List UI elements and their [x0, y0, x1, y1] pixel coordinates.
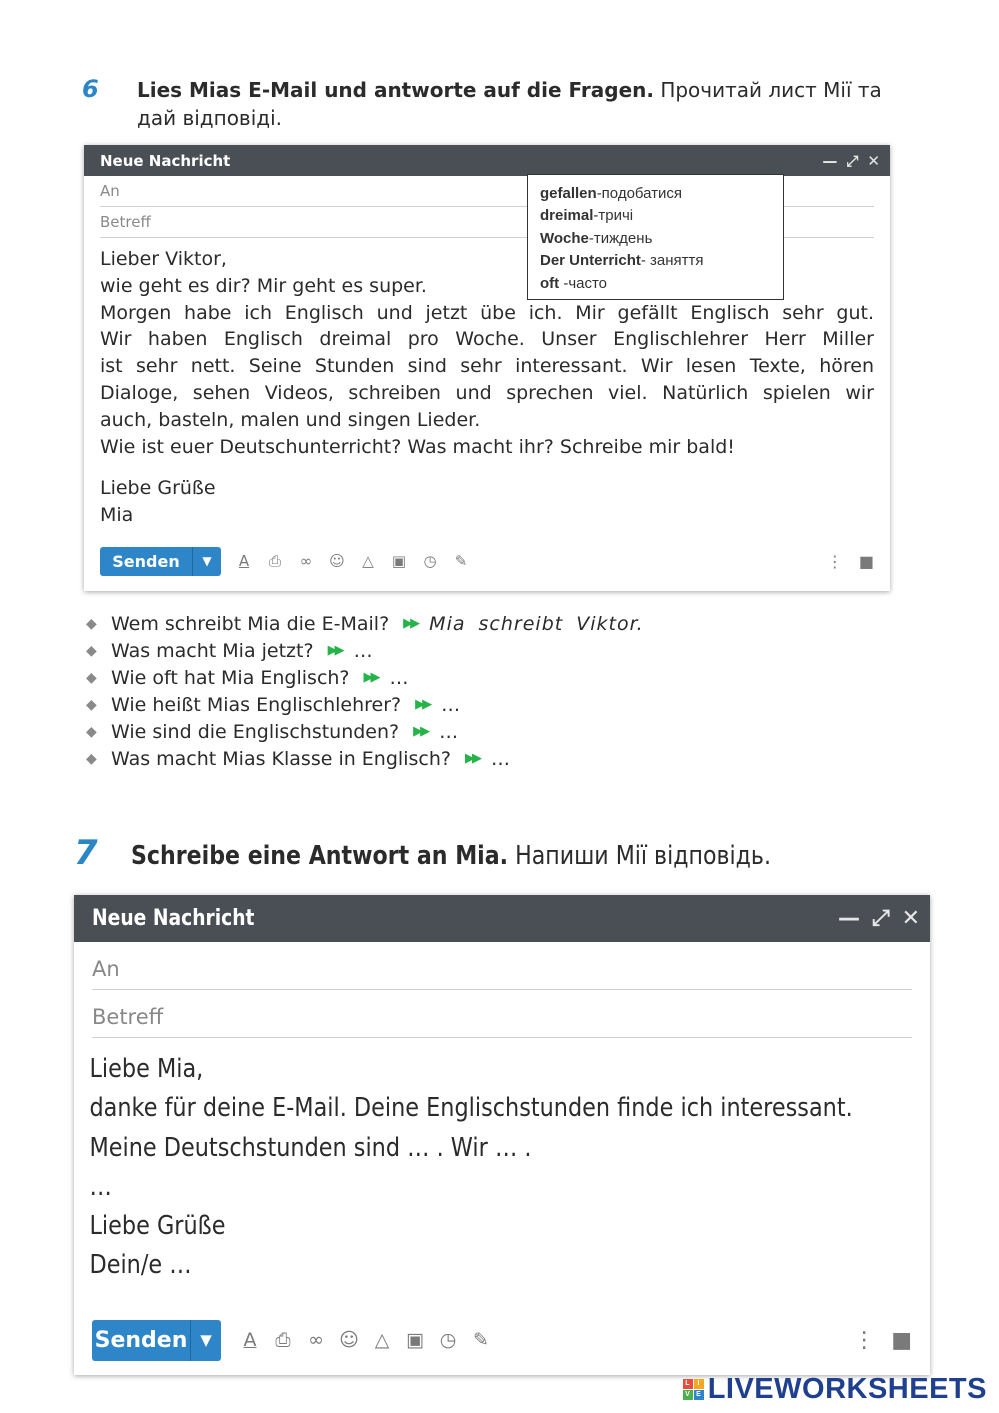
answer-text: Mia schreibt Viktor.	[429, 613, 644, 635]
brand-name: LIVEWORKSHEETS	[707, 1373, 987, 1405]
link-icon[interactable]: ∞	[308, 1329, 324, 1351]
question-item	[86, 719, 786, 746]
body-line: Dialoge, sehen Videos, schreiben und sprechen viel. Natürlich spielen wir	[100, 381, 874, 404]
subject-label: Betreff	[92, 1005, 164, 1029]
instruction-ukrainian: Напиши Мії відповідь.	[508, 841, 771, 871]
image-icon[interactable]: ▣	[406, 1329, 424, 1351]
schedule-icon[interactable]: ◷	[439, 1329, 457, 1351]
send-label: Senden	[94, 1327, 188, 1353]
vocab-word: oft	[540, 274, 560, 292]
image-icon[interactable]: ▣	[391, 552, 407, 570]
drive-icon[interactable]: △	[374, 1329, 390, 1351]
send-options-icon[interactable]: ▼	[190, 1320, 221, 1361]
answer-field[interactable]: …	[490, 747, 510, 770]
body-line: Lieber Viktor,	[100, 248, 227, 270]
double-arrow-icon: ▶▶	[327, 642, 342, 658]
vocab-translation: -тричі	[593, 207, 634, 225]
logo-letter: E	[694, 1390, 704, 1400]
send-label: Senden	[112, 551, 180, 571]
drive-icon[interactable]: △	[362, 552, 374, 570]
exercise-7-instruction	[131, 838, 771, 874]
vocabulary-box	[527, 174, 784, 300]
body-line: Morgen habe ich Englisch und jetzt übe ich. Mir gefällt Englisch sehr gut.	[100, 301, 874, 324]
question-item	[86, 665, 786, 692]
diamond-bullet-icon: ◆	[86, 616, 97, 632]
question-text: Wie heißt Mias Englischlehrer?	[111, 693, 402, 716]
body-line: Meine Deutschstunden sind … . Wir … .	[89, 1132, 532, 1163]
signature-icon[interactable]: ✎	[473, 1329, 489, 1351]
vocab-translation: -тиждень	[588, 229, 653, 247]
email-header-title: Neue Nachricht	[100, 151, 231, 170]
attach-icon[interactable]: ⎙	[275, 1329, 291, 1351]
logo-letter: L	[683, 1379, 693, 1389]
instruction-ukrainian: Прочитай лист Мії та	[653, 78, 882, 102]
body-line: Wie ist euer Deutschunterricht? Was macht ihr? Schreibe mir bald!	[100, 435, 735, 458]
vocab-translation: -подобатися	[596, 185, 683, 202]
link-icon[interactable]: ∞	[299, 552, 313, 570]
close-icon[interactable]: ✕	[901, 906, 920, 931]
body-line: ist sehr nett. Seine Stunden sind sehr interessant. Wir lesen Texte, hören	[100, 355, 874, 378]
answer-field[interactable]: …	[389, 666, 409, 689]
emoji-icon[interactable]: ☺	[329, 552, 345, 570]
exercise-6-instruction	[137, 76, 897, 132]
email-header-title: Neue Nachricht	[92, 906, 255, 931]
answer-field[interactable]: …	[353, 639, 373, 662]
double-arrow-icon: ▶▶	[415, 696, 430, 712]
logo-letter: I	[694, 1379, 704, 1389]
closing-signature: Mia	[100, 504, 134, 527]
body-line: auch, basteln, malen und singen Lieder.	[100, 408, 481, 431]
body-line: Liebe Grüße	[89, 1211, 226, 1242]
question-text: Wie sind die Englischstunden?	[111, 720, 400, 743]
question-text: Wem schreibt Mia die E-Mail?	[111, 613, 390, 635]
email-body[interactable]	[74, 1038, 853, 1286]
expand-icon[interactable]: ⤢	[871, 906, 890, 931]
to-label: An	[92, 957, 120, 981]
schedule-icon[interactable]: ◷	[423, 552, 437, 570]
email-window-reply	[74, 895, 930, 1375]
double-arrow-icon: ▶▶	[464, 750, 479, 766]
email-header-bar	[84, 145, 890, 176]
vocab-word: dreimal	[540, 207, 594, 225]
answer-field[interactable]: …	[441, 693, 461, 716]
vocab-item	[540, 250, 771, 272]
to-label: An	[100, 182, 120, 200]
send-button[interactable]	[92, 1320, 221, 1361]
vocab-word: Woche	[540, 229, 589, 247]
double-arrow-icon: ▶▶	[363, 669, 378, 685]
vocab-word: gefallen	[540, 185, 597, 202]
brand-logo-icon	[683, 1379, 704, 1400]
email-toolbar	[100, 546, 874, 576]
vocab-item	[540, 228, 771, 250]
send-button[interactable]	[100, 547, 221, 576]
more-options-icon[interactable]: ⋮	[826, 551, 843, 571]
diamond-bullet-icon: ◆	[86, 669, 97, 686]
question-text: Was macht Mias Klasse in Englisch?	[111, 747, 451, 770]
instruction-german: Lies Mias E-Mail und antworte auf die Fragen.	[137, 78, 654, 102]
exercise-number-6: 6	[82, 75, 99, 103]
question-text: Was macht Mia jetzt?	[111, 639, 314, 662]
emoji-icon[interactable]: ☺	[339, 1329, 359, 1351]
minimize-icon[interactable]: —	[822, 151, 838, 170]
diamond-bullet-icon: ◆	[86, 723, 97, 740]
closing-greeting: Liebe Grüße	[100, 477, 216, 500]
body-line: …	[89, 1171, 112, 1202]
signature-icon[interactable]: ✎	[454, 552, 468, 570]
answer-field[interactable]: …	[439, 720, 459, 743]
close-icon[interactable]: ✕	[867, 151, 880, 170]
diamond-bullet-icon: ◆	[86, 750, 97, 767]
more-options-icon[interactable]: ⋮	[853, 1327, 876, 1353]
trash-icon[interactable]: ■	[858, 551, 874, 571]
email-header-bar	[74, 895, 930, 942]
exercise-number-7: 7	[74, 833, 98, 873]
minimize-icon[interactable]: —	[837, 906, 860, 931]
vocab-translation: - заняття	[640, 252, 704, 270]
double-arrow-icon: ▶▶	[413, 723, 428, 739]
attach-icon[interactable]: ⎙	[268, 552, 281, 570]
body-line: danke für deine E-Mail. Deine Englischstunden finde ich interessant.	[89, 1093, 853, 1124]
subject-field[interactable]	[92, 990, 912, 1038]
expand-icon[interactable]: ⤢	[846, 151, 859, 170]
diamond-bullet-icon: ◆	[86, 696, 97, 713]
question-item	[86, 638, 786, 665]
question-item	[86, 611, 786, 638]
liveworksheets-logo	[683, 1373, 987, 1406]
vocab-word: Der Unterricht	[540, 252, 641, 270]
diamond-bullet-icon: ◆	[86, 642, 97, 659]
instruction-german: Schreibe eine Antwort an Mia.	[131, 841, 509, 871]
question-list	[86, 611, 786, 772]
trash-icon[interactable]: ■	[891, 1327, 912, 1353]
vocab-translation: -часто	[559, 274, 608, 292]
body-line: Wir haben Englisch dreimal pro Woche. Unser Englischlehrer Herr Miller	[100, 328, 874, 351]
body-line: wie geht es dir? Mir geht es super.	[100, 274, 427, 297]
to-field[interactable]	[92, 942, 912, 990]
body-line: Dein/e …	[89, 1250, 192, 1281]
question-item	[86, 692, 786, 719]
text-format-icon[interactable]: A	[243, 1329, 257, 1351]
vocab-item	[540, 205, 771, 227]
send-options-icon[interactable]: ▼	[192, 547, 221, 576]
instruction-ukrainian-cont: дай відповіді.	[137, 106, 283, 130]
email-toolbar	[92, 1319, 912, 1361]
logo-letter: V	[683, 1390, 693, 1400]
question-item	[86, 746, 786, 773]
body-line: Liebe Mia,	[89, 1054, 204, 1084]
double-arrow-icon: ▶▶	[403, 616, 418, 631]
vocab-item	[540, 183, 771, 205]
question-text: Wie oft hat Mia Englisch?	[111, 666, 350, 689]
subject-label: Betreff	[100, 213, 151, 231]
vocab-item	[540, 273, 771, 295]
text-format-icon[interactable]: A	[238, 552, 250, 570]
